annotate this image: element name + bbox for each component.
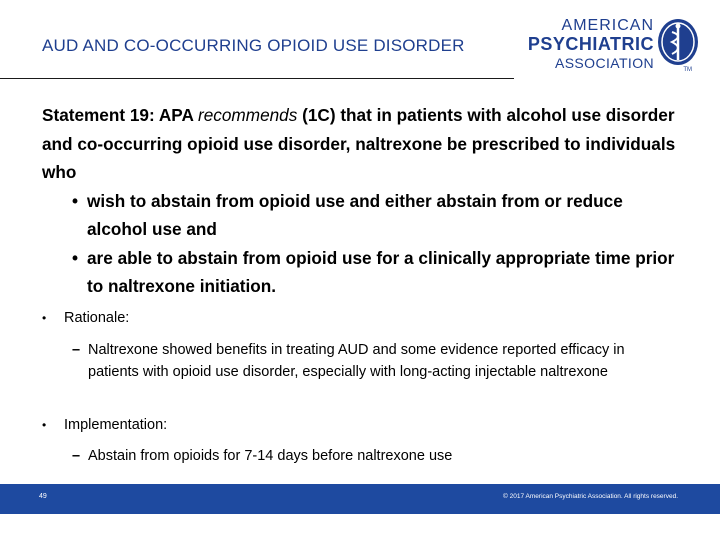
bullet-dot: •	[42, 311, 47, 325]
logo-trademark: TM	[683, 67, 692, 73]
statement-text	[42, 101, 682, 187]
statement-rest: (1C) that in patients with alcohol use disorder and co-occurring opioid use disorder, naltrexone be prescribed to individuals who	[42, 105, 676, 182]
implementation-label: Implementation:	[64, 417, 168, 433]
dash-marker: –	[72, 342, 81, 358]
statement-item: • are able to abstain from opioid use for a clinically appropriate time prior to naltrexone initiation.	[42, 244, 682, 301]
rationale-label: Rationale:	[64, 310, 130, 326]
footer-bar	[0, 484, 720, 514]
logo-line-psychiatric: PSYCHIATRIC	[527, 34, 654, 54]
rationale-detail: Naltrexone showed benefits in treating AUD and some evidence reported efficacy in patients with opioid use disorder, especially with long-acting injectable naltrexone	[88, 342, 625, 380]
caduceus-seal-icon	[656, 18, 700, 68]
statement-list	[42, 187, 682, 301]
logo-wordmark	[528, 16, 654, 73]
rationale-detail-item	[72, 339, 642, 383]
statement-prefix: Statement 19: APA	[42, 105, 198, 125]
title-divider	[0, 78, 514, 79]
logo-line-association: ASSOCIATION	[554, 55, 654, 71]
rationale-bullet	[42, 308, 129, 328]
statement-emphasis: recommends	[198, 105, 298, 125]
statement-block	[42, 101, 682, 301]
slide-title: AUD AND CO-OCCURRING OPIOID USE DISORDER	[42, 36, 465, 55]
logo-line-american: AMERICAN	[561, 17, 654, 34]
implementation-detail: Abstain from opioids for 7-14 days before naltrexone use	[88, 448, 453, 464]
apa-logo	[526, 16, 706, 78]
statement-item: • wish to abstain from opioid use and either abstain from or reduce alcohol use and	[42, 187, 682, 244]
bullet-dot: •	[42, 418, 47, 432]
implementation-bullet	[42, 415, 167, 435]
page-number: 49	[39, 493, 47, 500]
implementation-detail-item	[72, 445, 642, 467]
copyright-text: © 2017 American Psychiatric Association. All rights reserved.	[503, 493, 678, 500]
dash-marker: –	[72, 448, 81, 464]
